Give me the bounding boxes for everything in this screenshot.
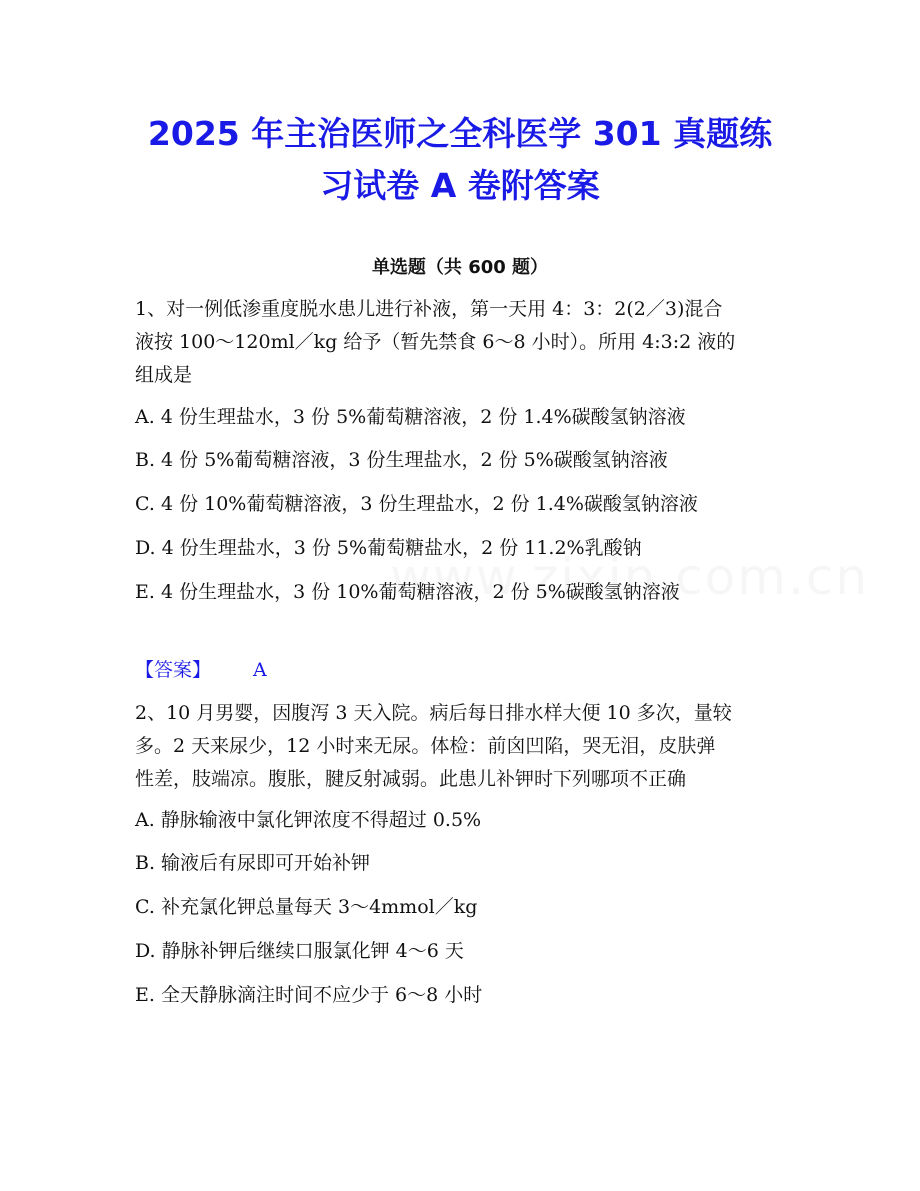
question-1-stem-line-3: 组成是 — [135, 364, 193, 386]
question-1-stem — [135, 293, 785, 392]
answer-value: A — [253, 659, 267, 681]
question-1-option-e: E. 4 份生理盐水，3 份 10%葡萄糖溶液，2 份 5%碳酸氢钠溶液 — [135, 581, 680, 603]
question-2-option-a: A. 静脉输液中氯化钾浓度不得超过 0.5% — [135, 809, 482, 831]
question-2-stem-line-3: 性差，肢端凉。腹胀，腱反射减弱。此患儿补钾时下列哪项不正确 — [135, 768, 687, 790]
document-title-line-2: 习试卷 A 卷附答案 — [320, 166, 600, 205]
question-1-option-d: D. 4 份生理盐水，3 份 5%葡萄糖盐水，2 份 11.2%乳酸钠 — [135, 537, 642, 559]
answer-label: 【答案】 — [135, 659, 212, 681]
question-2-option-d: D. 静脉补钾后继续口服氯化钾 4～6 天 — [135, 940, 464, 962]
document-title — [90, 108, 830, 212]
question-1-answer — [135, 656, 267, 684]
question-2-stem-line-1: 2、10 月男婴，因腹泻 3 天入院。病后每日排水样大便 10 多次，量较 — [135, 702, 732, 724]
question-2-option-b: B. 输液后有尿即可开始补钾 — [135, 852, 371, 874]
question-2-option-c: C. 补充氯化钾总量每天 3～4mmol／kg — [135, 896, 478, 918]
section-heading: 单选题（共 600 题） — [371, 257, 549, 278]
question-1-stem-line-1: 1、对一例低渗重度脱水患儿进行补液，第一天用 4：3：2(2／3)混合 — [135, 298, 723, 320]
document-title-line-1: 2025 年主治医师之全科医学 301 真题练 — [147, 114, 773, 153]
question-2-option-e: E. 全天静脉滴注时间不应少于 6～8 小时 — [135, 984, 483, 1006]
question-1-option-a: A. 4 份生理盐水，3 份 5%葡萄糖溶液，2 份 1.4%碳酸氢钠溶液 — [135, 406, 686, 428]
question-2-stem-line-2: 多。2 天来尿少，12 小时来无尿。体检：前囟凹陷，哭无泪，皮肤弹 — [135, 735, 716, 757]
question-1-stem-line-2: 液按 100～120ml／kg 给予（暂先禁食 6～8 小时）。所用 4:3:2 液的 — [135, 331, 736, 353]
question-2-stem — [135, 697, 785, 796]
question-1-option-b: B. 4 份 5%葡萄糖溶液，3 份生理盐水，2 份 5%碳酸氢钠溶液 — [135, 449, 668, 471]
question-1-option-c: C. 4 份 10%葡萄糖溶液，3 份生理盐水，2 份 1.4%碳酸氢钠溶液 — [135, 493, 698, 515]
